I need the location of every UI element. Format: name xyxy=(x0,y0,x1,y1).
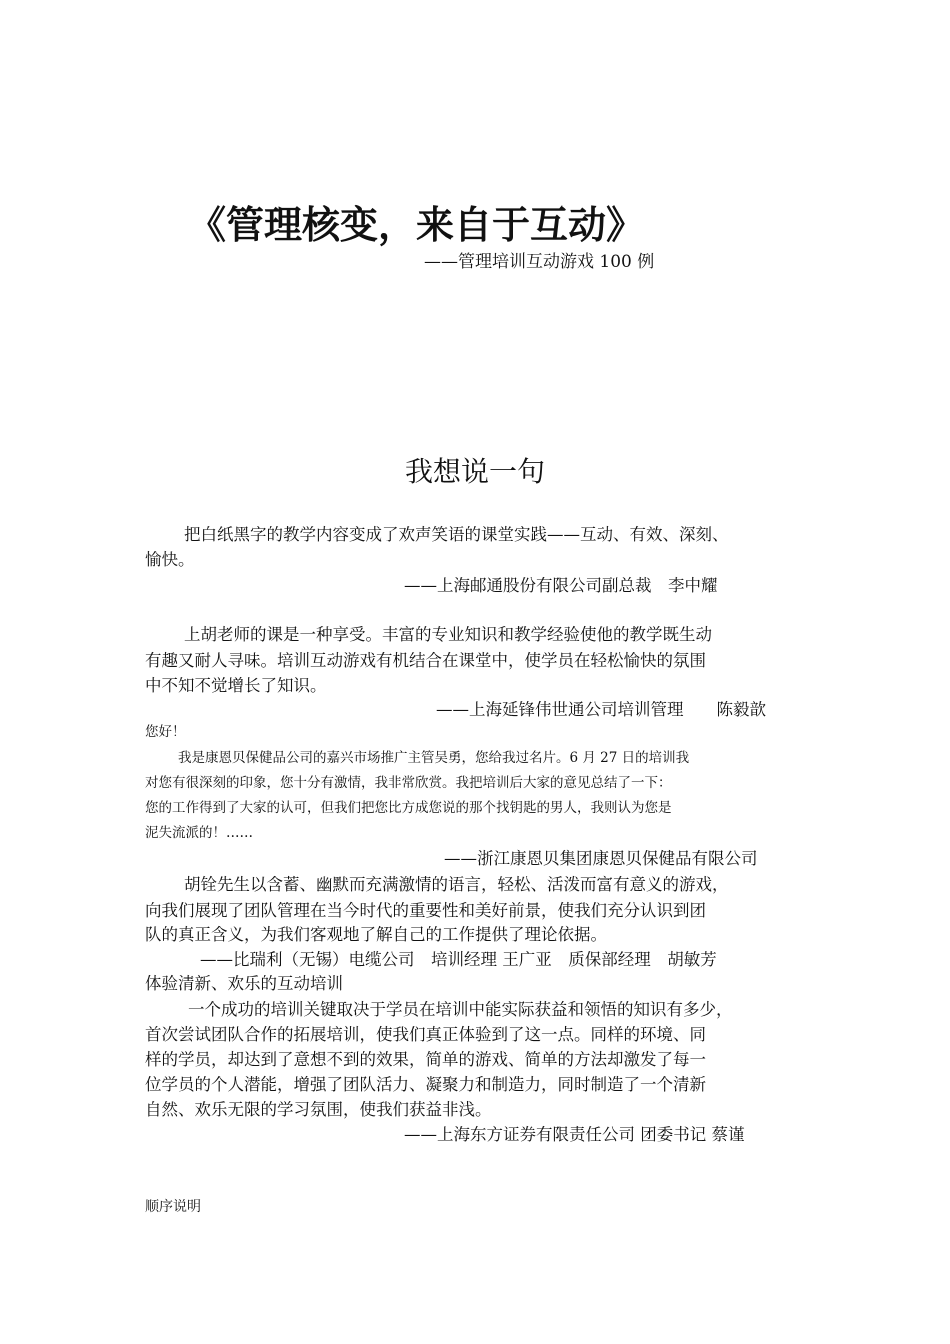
text-line: 泥失流派的！…… xyxy=(145,825,253,841)
text-line: 体验清新、欢乐的互动培训 xyxy=(145,974,343,993)
text-line: 您好！ xyxy=(145,724,186,740)
attribution-line: ——比瑞利（无锡）电缆公司 培训经理 王广亚 质保部经理 胡敏芳 xyxy=(200,950,717,969)
section-label: 顺序说明 xyxy=(145,1199,201,1215)
text-line: 对您有很深刻的印象，您十分有激情，我非常欣赏。我把培训后大家的意见总结了一下： xyxy=(145,775,672,791)
text-line: 胡铨先生以含蓄、幽默而充满激情的语言，轻松、活泼而富有意义的游戏， xyxy=(184,875,729,894)
section-heading: 我想说一句 xyxy=(404,455,545,488)
attribution-line: ——浙江康恩贝集团康恩贝保健品有限公司 xyxy=(444,849,758,868)
text-line: 上胡老师的课是一种享受。丰富的专业知识和教学经验使他的教学既生动 xyxy=(184,625,712,644)
text-line: 位学员的个人潜能，增强了团队活力、凝聚力和制造力，同时制造了一个清新 xyxy=(145,1075,706,1094)
document-subtitle: ——管理培训互动游戏 100 例 xyxy=(424,252,655,272)
text-line: 样的学员，却达到了意想不到的效果，简单的游戏、简单的方法却激发了每一 xyxy=(145,1050,706,1069)
text-line: 把白纸黑字的教学内容变成了欢声笑语的课堂实践——互动、有效、深刻、 xyxy=(184,525,729,544)
text-line: 我是康恩贝保健品公司的嘉兴市场推广主管吴勇，您给我过名片。6 月 27 日的培训我 xyxy=(178,750,690,766)
text-line: 首次尝试团队合作的拓展培训，使我们真正体验到了这一点。同样的环境、同 xyxy=(145,1025,706,1044)
text-line: 有趣又耐人寻味。培训互动游戏有机结合在课堂中，使学员在轻松愉快的氛围 xyxy=(145,651,706,670)
attribution-line: ——上海邮通股份有限公司副总裁 李中耀 xyxy=(404,576,718,595)
text-line: 队的真正含义，为我们客观地了解自己的工作提供了理论依据。 xyxy=(145,925,607,944)
text-line: 愉快。 xyxy=(145,550,195,569)
text-line: 向我们展现了团队管理在当今时代的重要性和美好前景，使我们充分认识到团 xyxy=(145,901,706,920)
text-line: 自然、欢乐无限的学习氛围，使我们获益非浅。 xyxy=(145,1100,492,1119)
attribution-line: ——上海东方证券有限责任公司 团委书记 蔡谨 xyxy=(404,1125,745,1144)
attribution-line: ——上海延锋伟世通公司培训管理 陈毅歆 xyxy=(436,700,766,719)
text-line: 中不知不觉增长了知识。 xyxy=(145,676,327,695)
text-line: 您的工作得到了大家的认可，但我们把您比方成您说的那个找钥匙的男人，我则认为您是 xyxy=(145,800,672,816)
text-line: 一个成功的培训关键取决于学员在培训中能实际获益和领悟的知识有多少， xyxy=(188,1000,733,1019)
document-title: 《管理核变，来自于互动》 xyxy=(188,203,645,247)
